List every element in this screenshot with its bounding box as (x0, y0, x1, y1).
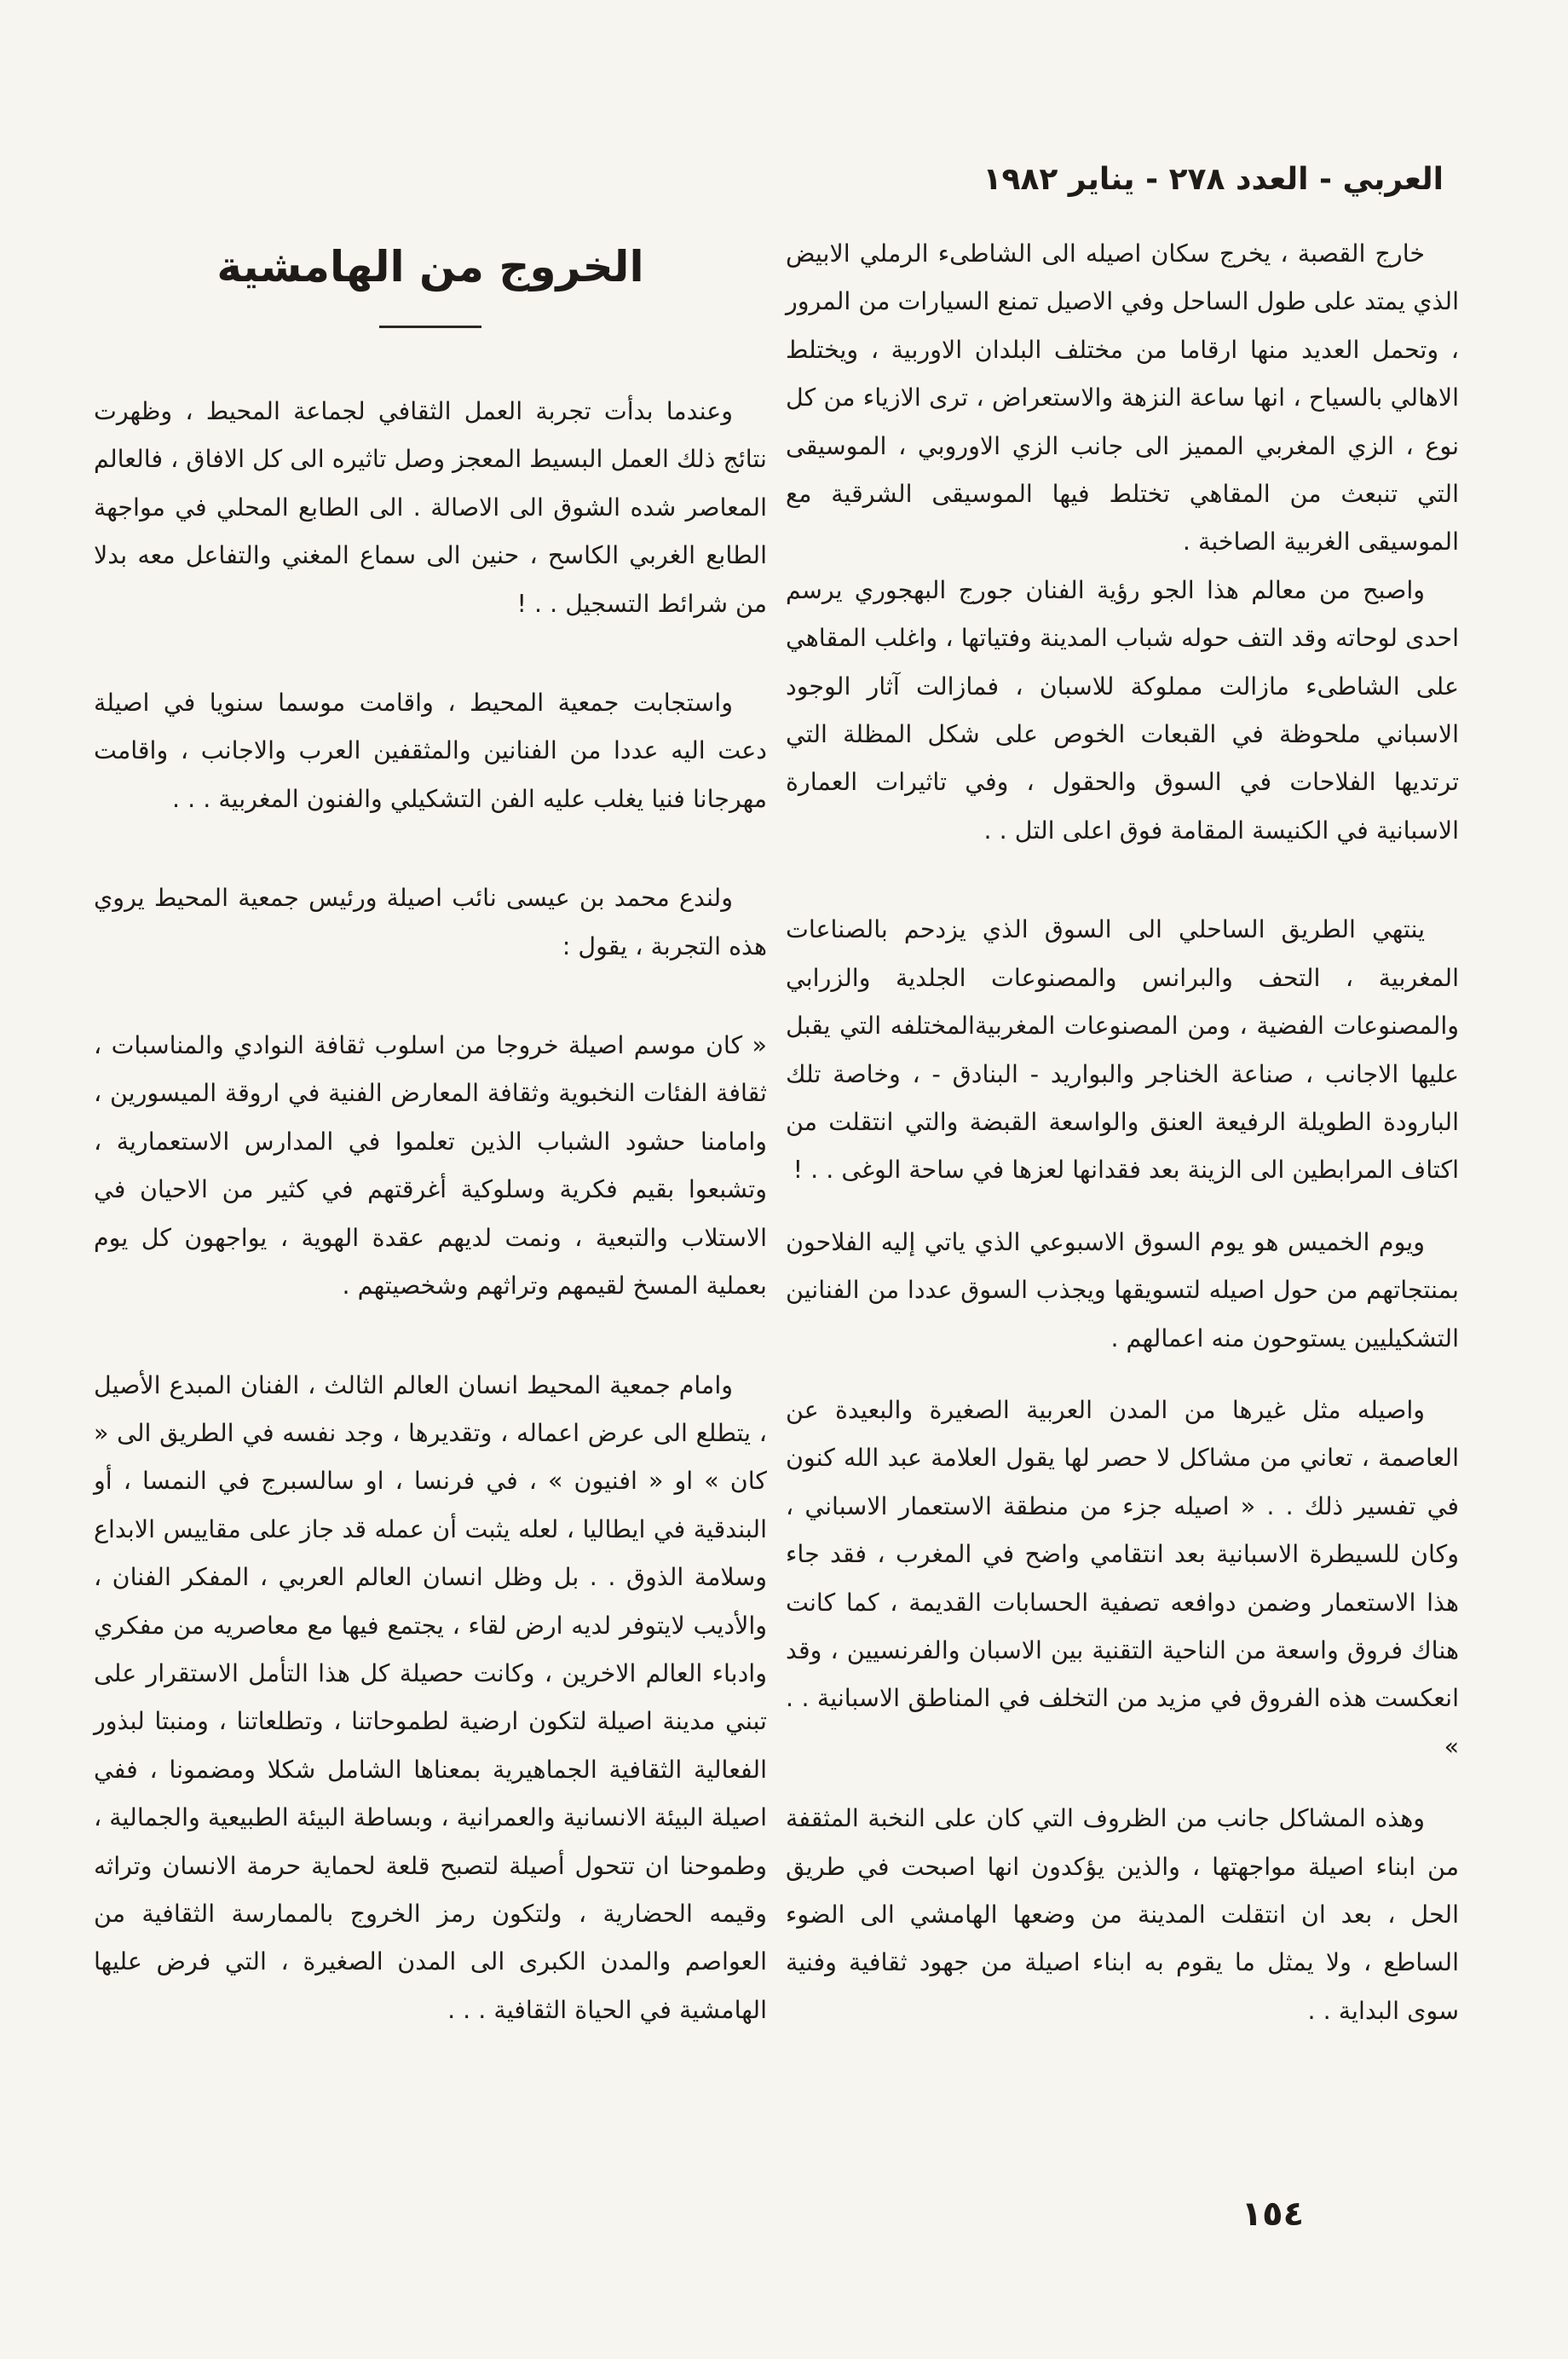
running-head: العربي - العدد ٢٧٨ - يناير ١٩٨٢ (983, 162, 1444, 197)
paragraph: واستجابت جمعية المحيط ، واقامت موسما سنويا في اصيلة دعت اليه عددا من الفنانين والمثقفين العرب والاجانب ، واقامت مهرجانا فنيا يغلب عليه الفن التشكيلي والفنون المغربية . . . (94, 689, 767, 813)
paragraph: واصبح من معالم هذا الجو رؤية الفنان جورج البهجوري يرسم احدى لوحاته وقد التف حوله شباب المدينة وفتياتها ، واغلب المقاهي على الشاطىء مازالت مملوكة للاسبان ، فمازالت آثار الوجود الاسباني ملحوظة في القبعات الخوص على شكل المظلة التي ترتديها الفلاحات في السوق والحقول ، وفي تاثيرات العمارة الاسبانية في الكنيسة المقامة فوق اعلى التل . . (786, 575, 1459, 845)
right-column (786, 230, 1459, 2035)
paragraph: وعندما بدأت تجربة العمل الثقافي لجماعة المحيط ، وظهرت نتائج ذلك العمل البسيط المعجز وصل تاثيره الى كل الافاق ، فالعالم المعاصر شده الشوق الى الاصالة . الى الطابع المحلي في مواجهة الطابع الغربي الكاسح ، حنين الى سماع المغني والتفاعل معه بدلا من شرائط التسجيل . . ! (94, 397, 767, 618)
paragraph: واصيله مثل غيرها من المدن العربية الصغيرة والبعيدة عن العاصمة ، تعاني من مشاكل لا حصر لها يقول العلامة عبد الله كنون في تفسير ذلك . . « اصيله جزء من منطقة الاستعمار الاسباني ، وكان للسيطرة الاسبانية بعد انتقامي واضح في المغرب ، فقد جاء هذا الاستعمار وضمن دوافعه تصفية الحسابات القديمة ، كما كانت هناك فروق واسعة من الناحية التقنية بين الاسبان والفرنسيين ، وقد انعكست هذه الفروق في مزيد من التخلف في المناطق الاسبانية . . » (786, 1395, 1459, 1761)
quote-paragraph: « كان موسم اصيلة خروجا من اسلوب ثقافة النوادي والمناسبات ، ثقافة الفئات النخبوية وثقافة المعارض الفنية في اروقة الميسورين ، وامامنا حشود الشباب الذين تعلموا في المدارس الاستعمارية ، وتشبعوا بقيم فكرية وسلوكية أغرقتهم في كثير من الاحيان في الاستلاب والتبعية ، ونمت لديهم عقدة الهوية ، يواجهون كل يوم بعملية المسخ لقيمهم وتراثهم وشخصيتهم . (94, 1031, 767, 1301)
page-number: ١٥٤ (1241, 2195, 1304, 2234)
section-title: الخروج من الهامشية (216, 242, 644, 291)
title-underline (379, 326, 481, 328)
left-column (94, 230, 767, 2034)
paragraph: وامام جمعية المحيط انسان العالم الثالث ، الفنان المبدع الأصيل ، يتطلع الى عرض اعماله ، وتقديرها ، وجد نفسه في الطريق الى « كان » او « افنيون » ، في فرنسا ، او سالسبرج في النمسا ، أو البندقية في ايطاليا ، لعله يثبت أن عمله قد جاز على مقاييس الابداع وسلامة الذوق . . بل وظل انسان العالم العربي ، المفكر الفنان ، والأديب لايتوفر لديه ارض لقاء ، يجتمع فيها مع معاصريه من مفكري وادباء العالم الاخرين ، وكانت حصيلة كل هذا التأمل الاستقرار على تبني مدينة اصيلة لتكون ارضية لطموحاتنا ، وتطلعاتنا ، ومنبتا لبذور الفعالية الثقافية الجماهيرية بمعناها الشامل شكلا ومضمونا ، ففي اصيلة البيئة الانسانية والعمرانية ، وبساطة البيئة الطبيعية والجمالية ، وطموحنا ان تتحول أصيلة لتصبح قلعة لحماية حرمة الانسان وتراثه وقيمه الحضارية ، ولتكون رمز الخروج بالممارسة الثقافية من العواصم والمدن الكبرى الى المدن الصغيرة ، التي فرض عليها الهامشية في الحياة الثقافية . . . (94, 1370, 767, 2024)
paragraph: ينتهي الطريق الساحلي الى السوق الذي يزدحم بالصناعات المغربية ، التحف والبرانس والمصنوعات الجلدية والزرابي والمصنوعات الفضية ، ومن المصنوعات المغربيةالمختلفه التي يقبل عليها الاجانب ، صناعة الخناجر والبواريد - البنادق - ، وخاصة تلك البارودة الطويلة الرفيعة العنق والواسعة القبضة والتي انتقلت من اكتاف المرابطين الى الزينة بعد فقدانها لعزها في ساحة الوغى . . ! (786, 915, 1459, 1185)
paragraph: خارج القصبة ، يخرج سكان اصيله الى الشاطىء الرملي الابيض الذي يمتد على طول الساحل وفي الاصيل تمنع السيارات من المرور ، وتحمل العديد منها ارقاما من مختلف البلدان الاوربية ، ويختلط الاهالي بالسياح ، انها ساعة النزهة والاستعراض ، ترى الازياء من كل نوع ، الزي المغربي المميز الى جانب الزي الاوروبي ، الموسيقى التي تنبعث من المقاهي تختلط فيها الموسيقى الشرقية مع الموسيقى الغربية الصاخبة . (786, 239, 1459, 557)
paragraph: ويوم الخميس هو يوم السوق الاسبوعي الذي ياتي إليه الفلاحون بمنتجاتهم من حول اصيله لتسويقها ويجذب السوق عددا من الفنانين التشكيليين يستوحون منه اعمالهم . (786, 1227, 1459, 1353)
paragraph: وهذه المشاكل جانب من الظروف التي كان على النخبة المثقفة من ابناء اصيلة مواجهتها ، والذين يؤكدون انها اصبحت في طريق الحل ، بعد ان انتقلت المدينة من وضعها الهامشي الى الضوء الساطع ، ولا يمثل ما يقوم به ابناء اصيلة من جهود ثقافية وفنية سوى البداية . . (786, 1804, 1459, 2025)
paragraph: ولندع محمد بن عيسى نائب اصيلة ورئيس جمعية المحيط يروي هذه التجربة ، يقول : (94, 884, 767, 960)
